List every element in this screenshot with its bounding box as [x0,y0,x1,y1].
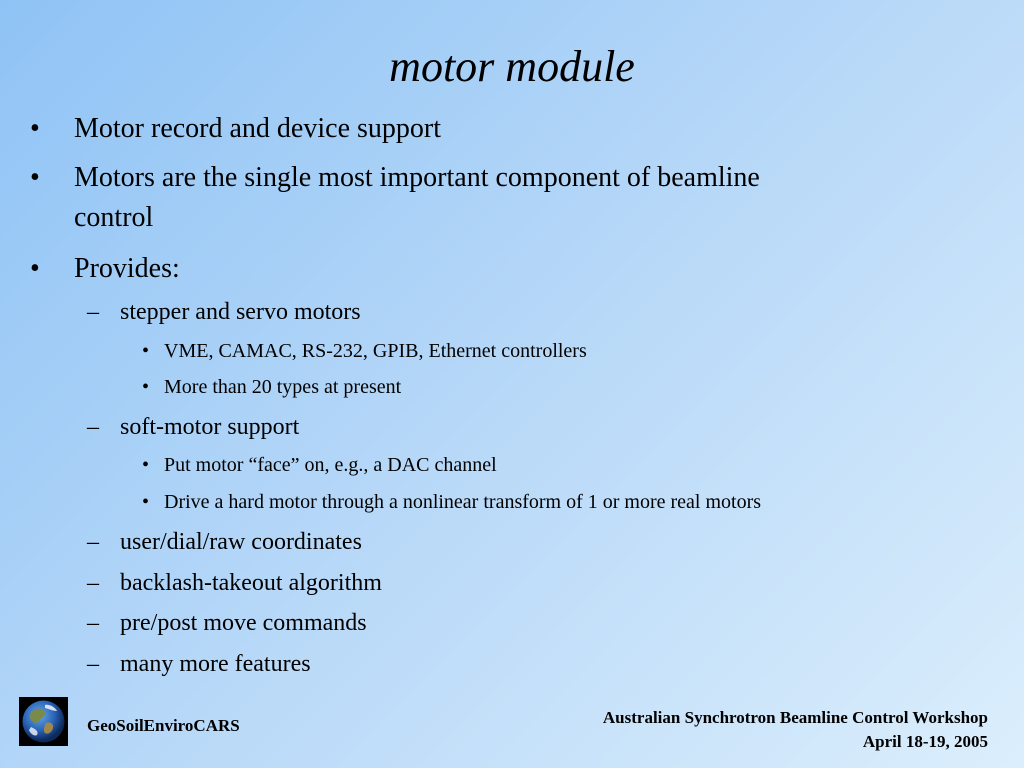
sub-sub-item [142,488,761,516]
sub-sub-item [142,373,401,401]
earth-globe-icon [19,697,68,746]
sub-item-text: stepper and servo motors [120,299,361,325]
bullet-item [30,109,441,149]
slide-title: motor module [389,42,635,91]
bullet-text: Motors are the single most important component of beamline [74,162,760,193]
dash-marker: – [87,651,99,677]
bullet-text-continued: control [74,202,154,233]
sub-sub-item-text: Put motor “face” on, e.g., a DAC channel [164,454,497,476]
event-name: Australian Synchrotron Beamline Control Workshop [602,708,988,727]
organization-name: GeoSoilEnviroCARS [87,716,240,735]
dash-marker: – [87,529,99,555]
bullet-marker: • [30,113,40,144]
sub-sub-item-text: Drive a hard motor through a nonlinear transform of 1 or more real motors [164,491,762,513]
sub-sub-item-text: More than 20 types at present [164,376,402,398]
bullet-marker: • [142,376,150,398]
sub-item-text: soft-motor support [120,414,300,440]
sub-item-text: user/dial/raw coordinates [120,529,362,555]
bullet-marker: • [30,253,40,284]
dash-marker: – [87,299,99,325]
sub-item-text: pre/post move commands [120,610,367,636]
sub-sub-item-text: VME, CAMAC, RS-232, GPIB, Ethernet controllers [164,340,587,362]
sub-item [87,567,382,599]
bullet-marker: • [30,162,40,193]
sub-item [87,526,362,558]
sub-item [87,607,367,639]
sub-item [87,411,299,443]
sub-item [87,296,361,328]
bullet-text: Motor record and device support [74,113,441,144]
bullet-item [30,249,180,289]
bullet-text: Provides: [74,253,180,284]
bullet-marker: • [142,340,150,362]
dash-marker: – [87,610,99,636]
sub-item-text: backlash-takeout algorithm [120,570,382,596]
event-dates: April 18-19, 2005 [862,732,988,751]
bullet-marker: • [142,491,150,513]
sub-item-text: many more features [120,651,311,677]
bullet-marker: • [142,454,150,476]
dash-marker: – [87,414,99,440]
bullet-item [30,158,760,238]
sub-sub-item [142,337,587,365]
footer-event-info [603,706,988,754]
sub-sub-item [142,451,497,479]
sub-item [87,648,311,680]
dash-marker: – [87,570,99,596]
